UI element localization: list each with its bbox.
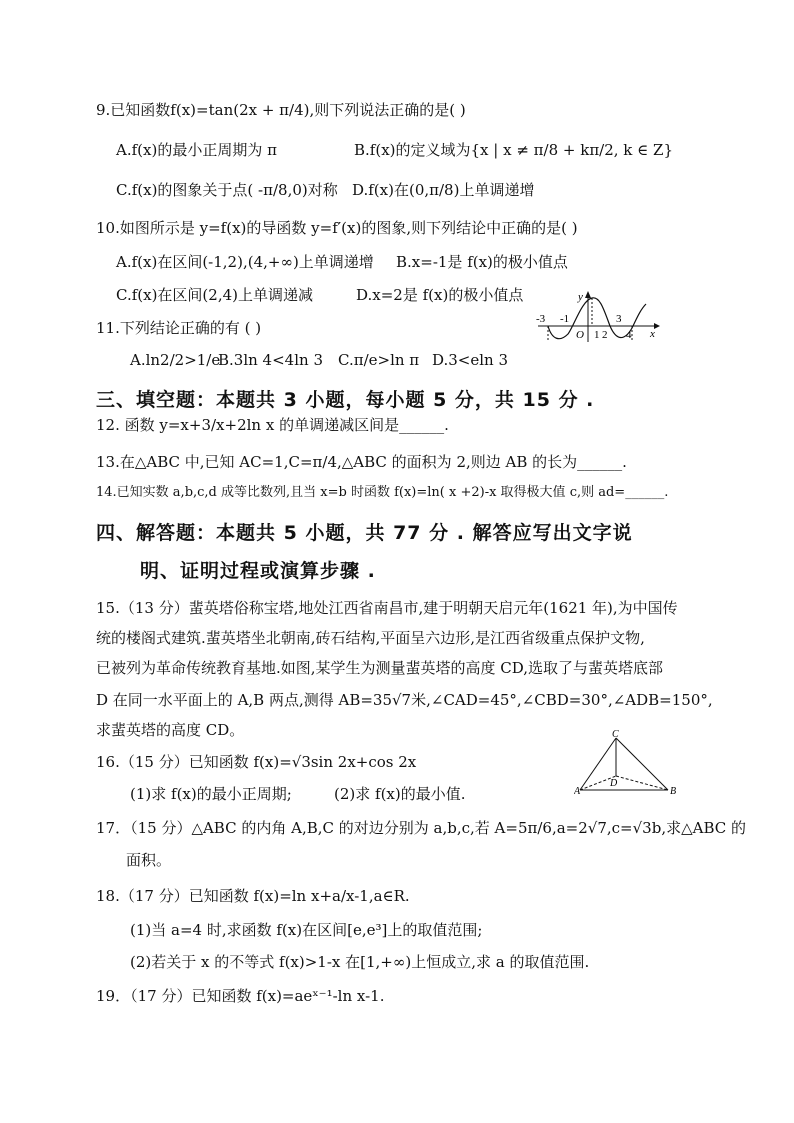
derivative-graph-figure [532,288,662,344]
q15-line2: 统的楼阁式建筑.蜚英塔坐北朝南,砖石结构,平面呈六边形,是江西省级重点保护文物, [96,629,645,647]
label-4: 4 [626,329,632,341]
q9-option-a: A.f(x)的最小正周期为 π [116,141,277,159]
label-1: 1 [594,329,600,341]
q14: 14.已知实数 a,b,c,d 成等比数列,且当 x=b 时函数 f(x)=ln( x +2)-x 取得极大值 c,则 ad=______. [96,485,669,500]
q10-stem: 10.如图所示是 y=f(x)的导函数 y=f′(x)的图象,则下列结论中正确的是( ) [96,219,578,237]
q10-option-d: D.x=2是 f(x)的极小值点 [356,286,524,304]
q15-line3: 已被列为革命传统教育基地.如图,某学生为测量蜚英塔的高度 CD,选取了与蜚英塔底部 [96,659,664,677]
q16-part1: (1)求 f(x)的最小正周期; [130,785,292,803]
label-a: A [574,786,581,797]
q10-option-a: A.f(x)在区间(-1,2),(4,+∞)上单调递增 [116,253,374,271]
q11-stem: 11.下列结论正确的有 ( ) [96,319,262,337]
q16-stem: 16.（15 分）已知函数 f(x)=√3sin 2x+cos 2x [96,753,417,771]
x-axis-arrow-icon [654,323,660,329]
label-neg3: -3 [536,313,546,325]
label-d: D [610,778,618,789]
q11-option-b: B.3ln 4<4ln 3 [218,351,323,369]
section-4-heading-line1: 四、解答题：本题共 5 小题，共 77 分 . 解答应写出文字说 [96,522,633,544]
q16-part2: (2)求 f(x)的最小值. [334,785,466,803]
q10-option-c: C.f(x)在区间(2,4)上单调递减 [116,286,313,304]
q15-line5: 求蜚英塔的高度 CD。 [96,721,245,739]
section-3-heading: 三、填空题：本题共 3 小题，每小题 5 分，共 15 分 . [96,389,595,411]
q13: 13.在△ABC 中,已知 AC=1,C=π/4,△ABC 的面积为 2,则边 AB 的长为______. [96,453,627,471]
q9-option-d: D.f(x)在(0,π/8)上单调递增 [352,181,535,199]
q15-line4: D 在同一水平面上的 A,B 两点,测得 AB=35√7米,∠CAD=45°,∠CBD=30°,∠ADB=150°, [96,691,713,709]
q18-stem: 18.（17 分）已知函数 f(x)=ln x+a/x-1,a∈R. [96,887,410,905]
q17-line1: 17．（15 分）△ABC 的内角 A,B,C 的对边分别为 a,b,c,若 A=5π/6,a=2√7,c=√3b,求△ABC 的 [96,819,746,837]
label-x: x [650,328,655,340]
tower-figure [574,728,680,800]
label-2: 2 [602,329,608,341]
q9-stem: 9.已知函数f(x)=tan(2x + π/4),则下列说法正确的是( ) [96,101,466,119]
q18-part2: (2)若关于 x 的不等式 f(x)>1-x 在[1,+∞)上恒成立,求 a 的取值范围. [130,953,590,971]
q18-part1: (1)当 a=4 时,求函数 f(x)在区间[e,e³]上的取值范围; [130,921,483,939]
edge-db [616,776,668,790]
q10-option-b: B.x=-1是 f(x)的极小值点 [396,253,568,271]
q11-option-a: A.ln2/2>1/e [130,351,221,369]
q15-line1: 15.（13 分）蜚英塔俗称宝塔,地处江西省南昌市,建于明朝天启元年(1621 年),为中国传 [96,599,678,617]
y-axis-arrow-icon [585,291,591,298]
edge-cb [616,738,668,790]
label-3: 3 [616,313,622,325]
q11-option-d: D.3<eln 3 [432,351,509,369]
label-c: C [612,729,619,740]
label-y: y [578,291,583,303]
label-b: B [670,786,677,797]
label-neg1: -1 [560,313,570,325]
q19: 19．（17 分）已知函数 f(x)=aeˣ⁻¹-ln x-1. [96,987,385,1005]
q17-line2: 面积。 [126,851,172,869]
section-4-heading-line2: 明、证明过程或演算步骤 . [140,560,376,582]
q9-option-c: C.f(x)的图象关于点( -π/8,0)对称 [116,181,338,199]
q11-option-c: C.π/e>ln π [338,351,420,369]
q12: 12. 函数 y=x+3/x+2ln x 的单调递减区间是______. [96,416,449,434]
label-origin: O [576,329,584,341]
q9-option-b: B.f(x)的定义域为{x | x ≠ π/8 + kπ/2, k ∈ Z} [354,141,673,159]
